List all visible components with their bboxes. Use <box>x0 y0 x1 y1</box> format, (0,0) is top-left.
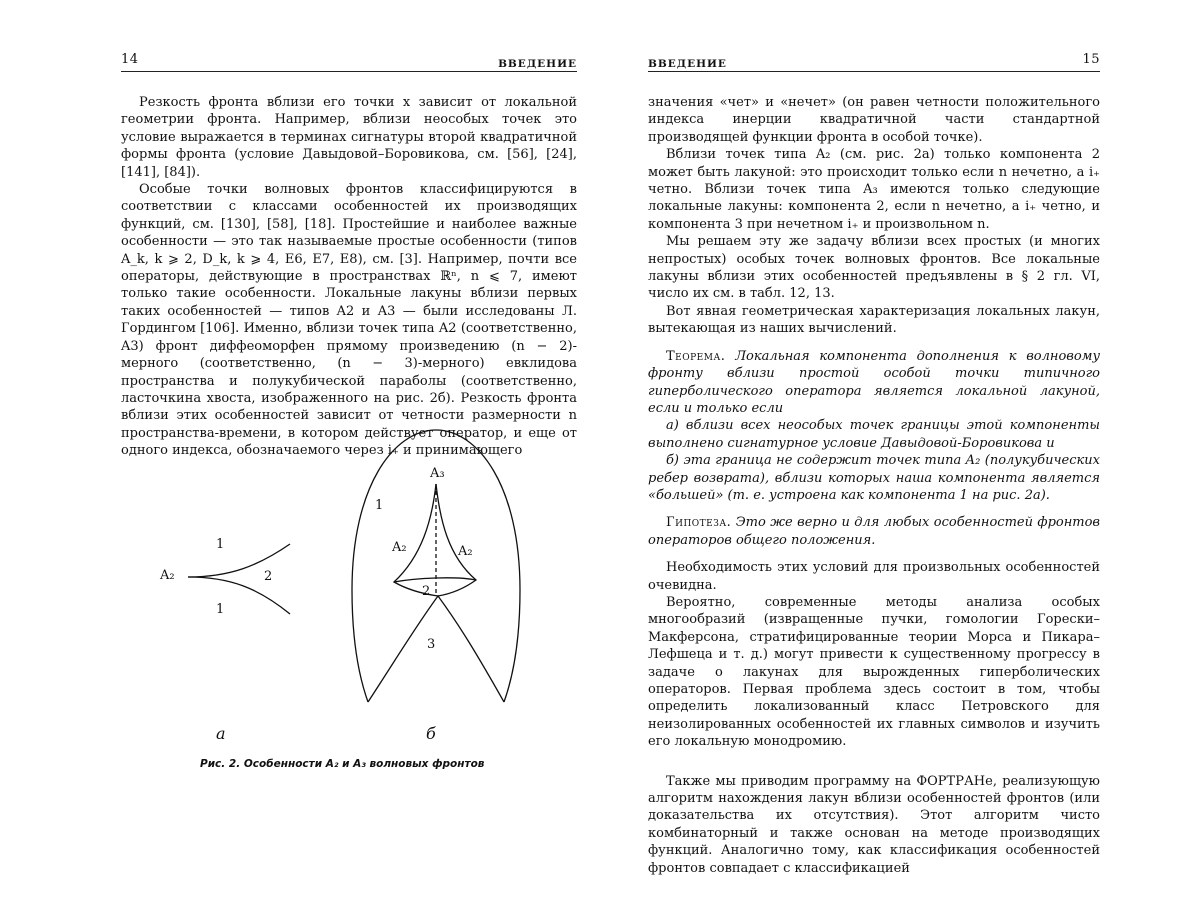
header-rule <box>648 71 1100 72</box>
header-rule <box>121 71 577 72</box>
paragraph: Мы решаем эту же задачу вблизи всех простых (и многих непростых) особых точек волновых фронтов. Все локальные лакуны вблизи этих особенностей предъявлены в § 2 гл. VI, число их см. в табл. 12, 13. <box>648 234 1100 302</box>
hypothesis-head: Гипотеза. <box>666 515 732 531</box>
page-number: 15 <box>1082 52 1100 67</box>
right-page-body <box>648 94 1100 877</box>
running-head: ВВЕДЕНИЕ <box>498 58 577 70</box>
panel-a-region-upper: 1 <box>216 537 225 552</box>
panel-b-right-edge-label: A₂ <box>458 544 473 559</box>
panel-a-vertex-label: A₂ <box>160 568 175 583</box>
figure-2 <box>140 420 580 780</box>
figure-caption: Рис. 2. Особенности A₂ и A₃ волновых фронтов <box>200 758 485 770</box>
panel-a-region-inner: 2 <box>264 569 273 584</box>
page-number: 14 <box>121 52 139 67</box>
running-head: ВВЕДЕНИЕ <box>648 58 727 70</box>
panel-b-region-inner: 2 <box>422 584 431 599</box>
spacer <box>648 338 1100 348</box>
paragraph: Резкость фронта вблизи его точки x зависит от локальной геометрии фронта. Например, вблизи неособых точек это условие выражается в терминах сигнатуры второй квадратичной формы фронта (условие Давыдовой–Боровикова, см. [56], [24], [141], [84]). <box>121 95 577 180</box>
panel-a-label: а <box>216 724 226 743</box>
panel-a-region-lower: 1 <box>216 602 225 617</box>
panel-b-top-label: A₃ <box>430 466 445 481</box>
figure-2-drawing <box>140 420 580 760</box>
panel-b-left-edge-label: A₂ <box>392 540 407 555</box>
lower-crossing-branches <box>368 596 504 702</box>
paragraph: Особые точки волновых фронтов классифицируются в соответствии с классами особенностей их производящих функций, см. [130], [58], [18]. Простейшие и наиболее важные особенности — это так называемые простые особенности (типов A_k, k ⩾ 2, D_k, k ⩾ 4, E6, E7, E8), см. [3]. Например, почти все операторы, действующие в пространствах ℝⁿ, n ⩽ 7, имеют только такие особенности. Локальные лакуны вблизи первых таких особенностей — типов A2 и A3 — были исследованы Л. Гордингом [106]. Именно, вблизи точек типа A2 (соответственно, A3) фронт диффеоморфен прямому произведению (n − 2)-мерного (соответственно, (n − 3)-мерного) евклидова пространства и полукубической параболы (соответственно, ласточкина хвоста, изображенного на рис. 2б). Резкость фронта вблизи этих особенностей зависит от четности размерности n пространства-времени, в котором действует оператор, и еще от одного индекса, обозначаемого через i₊ и принимающего <box>121 182 577 459</box>
theorem-body: Локальная компонента дополнения к волновому фронту вблизи простой особой точки типичного гиперболического оператора является локальной лакуной, если и только если <box>648 348 1100 416</box>
hypothesis-body: Это же верно и для любых особенностей фронтов операторов общего положения. <box>648 515 1100 548</box>
paragraph: Необходимость этих условий для произвольных особенностей очевидна. <box>648 560 1100 593</box>
paragraph: Также мы приводим программу на ФОРТРАНе, реализующую алгоритм нахождения лакун вблизи особенностей фронтов (или доказательства их отсутствия). Этот алгоритм чисто комбинаторный и также основан на методе производящих функций. Аналогично тому, как классификация особенностей фронтов совпадает с классификацией <box>648 773 1100 876</box>
panel-b-region-outer: 1 <box>375 498 384 513</box>
paragraph: Вблизи точек типа A₂ (см. рис. 2а) только компонента 2 может быть лакуной: это происходит только если n нечетно, а i₊ четно. Вблизи точек типа A₃ имеются только следующие локальные лакуны: компонента 2, если n нечетно, а i₊ четно, и компонента 3 при нечетном i₊ и произвольном n. <box>648 147 1100 232</box>
hypothesis <box>648 514 1100 549</box>
theorem-head: Теорема. <box>666 348 726 364</box>
paragraph: Вот явная геометрическая характеризация локальных лакун, вытекающая из наших вычислений. <box>648 303 1100 337</box>
cusp-lower-branch <box>188 577 290 614</box>
panel-b-region-bottom: 3 <box>427 637 436 652</box>
left-page-body <box>121 94 577 460</box>
spacer <box>648 751 1100 773</box>
panel-a-curve <box>188 544 290 614</box>
paragraph: значения «чет» и «нечет» (он равен четности положительного индекса инерции квадратичной части стандартной производящей функции фронта в особой точке). <box>648 95 1100 145</box>
cusp-upper-branch <box>188 544 290 577</box>
spacer <box>648 504 1100 514</box>
theorem-item-b: б) эта граница не содержит точек типа A₂ (полукубических ребер возврата), вблизи которых наша компонента является «большей» (т. е. устроена как компонента 1 на рис. 2а). <box>648 453 1100 503</box>
spacer <box>648 549 1100 559</box>
right-page-header <box>648 50 1100 70</box>
theorem-item-a: а) вблизи всех неособых точек границы этой компоненты выполнено сигнатурное условие Давыдовой-Боровикова и <box>648 418 1100 451</box>
swallowtail-back-edge <box>394 578 476 582</box>
paragraph: Вероятно, современные методы анализа особых многообразий (извращенные пучки, гомологии Горески–Макферсона, стратифицированные теории Морса и Пикара–Лефшеца и т. д.) могут привести к существенному прогрессу в задаче о лакунах для вырожденных гиперболических операторов. Первая проблема здесь состоит в том, чтобы определить локализованный класс Петровского для неизолированных особенностей их главных символов и изучить его локальную монодромию. <box>648 594 1100 750</box>
right-page <box>600 0 1200 900</box>
left-page-header <box>121 50 577 70</box>
theorem <box>648 348 1100 418</box>
panel-b-label: б <box>426 724 436 743</box>
